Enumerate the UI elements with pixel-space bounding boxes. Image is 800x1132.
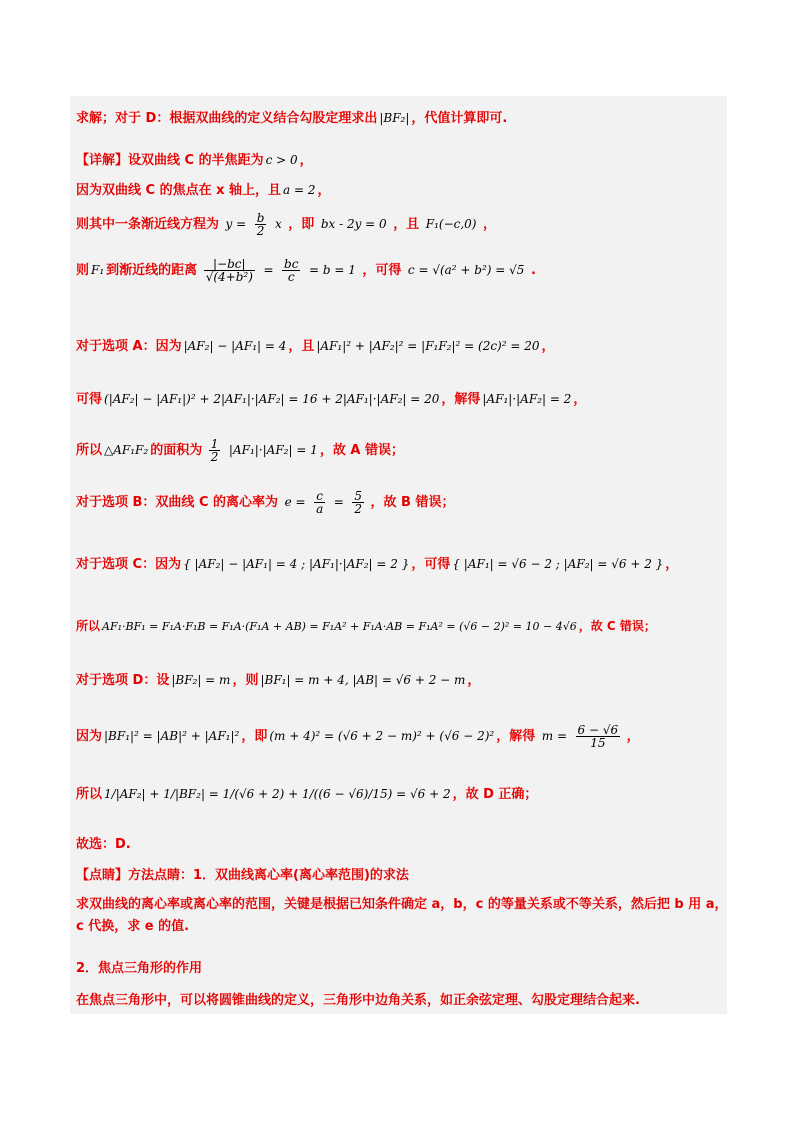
line-option-d-derive: 因为 |BF₁|² = |AB|² + |AF₁|² ，即 (m + 4)² = (√6 + 2 − m)² + (√6 − 2)² ，解得 m = $\frac{6 - √6}{15}$ ， <box>76 723 640 750</box>
line-option-a-area: 所以 △AF₁F₂ 的面积为 $\frac{1}{2}$ |AF₁|·|AF₂| = 1 ，故 A 错误； <box>76 437 404 464</box>
line-tip-body: 求双曲线的离心率或离心率的范围，关键是根据已知条件确定 a，b，c 的等量关系或不等关系，然后把 b 用 a，c 代换，求 e 的值. <box>76 897 728 934</box>
line-option-c: 对于选项 C：因为 { |AF₂| − |AF₁| = 4 ; |AF₁|·|AF₂| = 2 } ，可得 { |AF₁| = √6 − 2 ; |AF₂| = √6 + 2 } ， <box>76 557 679 572</box>
line-option-b: 对于选项 B：双曲线 C 的离心率为 e = $\frac{c}{a}$ = $\frac{5}{2}$ ，故 B 错误； <box>76 489 455 516</box>
line-option-c-vectors: 所以 AF₁·BF₁ = F₁A·F₁B = F₁A·(F₁A + AB) = F₁A² + F₁A·AB = F₁A² = (√6 − 2)² = 10 − 4√6 ，故 C 错误； <box>76 619 656 633</box>
line-answer: 故选：D. <box>76 837 131 852</box>
line-option-d-result: 所以 1/|AF₂| + 1/|BF₂| = 1/(√6 + 2) + 1/((6 − √6)/15) = √6 + 2 ，故 D 正确； <box>76 787 538 802</box>
line-focus-axis: 因为双曲线 C 的焦点在 x 轴上，且 a = 2 ， <box>76 183 331 198</box>
line-distance: 则 F₁ 到渐近线的距离 $\frac{|-bc|}{\text{√(4+b²)}}$ = $\frac{bc}{c}$ = b = 1 ，可得 c = √(a² + b²) = √5 . <box>76 257 536 284</box>
line-option-a: 对于选项 A：因为 |AF₂| − |AF₁| = 4 ，且 |AF₁|² + |AF₂|² = |F₁F₂|² = (2c)² = 20 ， <box>76 339 555 354</box>
line-option-d: 对于选项 D：设 |BF₂| = m ，则 |BF₁| = m + 4, |AB| = √6 + 2 − m ， <box>76 673 481 688</box>
line-tip-2-title: 2．焦点三角形的作用 <box>76 961 203 976</box>
line-tip-title: 【点睛】方法点睛：1．双曲线离心率(离心率范围)的求法 <box>76 868 409 883</box>
line-asymptote: 则其中一条渐近线方程为 y = $\frac{b}{2}$ x ，即 bx - 2y = 0 ，且 F₁(−c,0) ， <box>76 211 497 238</box>
line-detail-start: 【详解】设双曲线 C 的半焦距为 c > 0 ， <box>76 153 313 168</box>
line-intro: 求解；对于 D：根据双曲线的定义结合勾股定理求出 |BF₂| ，代值计算即可. <box>76 111 508 126</box>
line-tip-2-body: 在焦点三角形中，可以将圆锥曲线的定义，三角形中边角关系，如正余弦定理、勾股定理结合起来. <box>76 993 640 1008</box>
line-option-a-derive: 可得 (|AF₂| − |AF₁|)² + 2|AF₁|·|AF₂| = 16 + 2|AF₁|·|AF₂| = 20 ，解得 |AF₁|·|AF₂| = 2 ， <box>76 392 587 407</box>
